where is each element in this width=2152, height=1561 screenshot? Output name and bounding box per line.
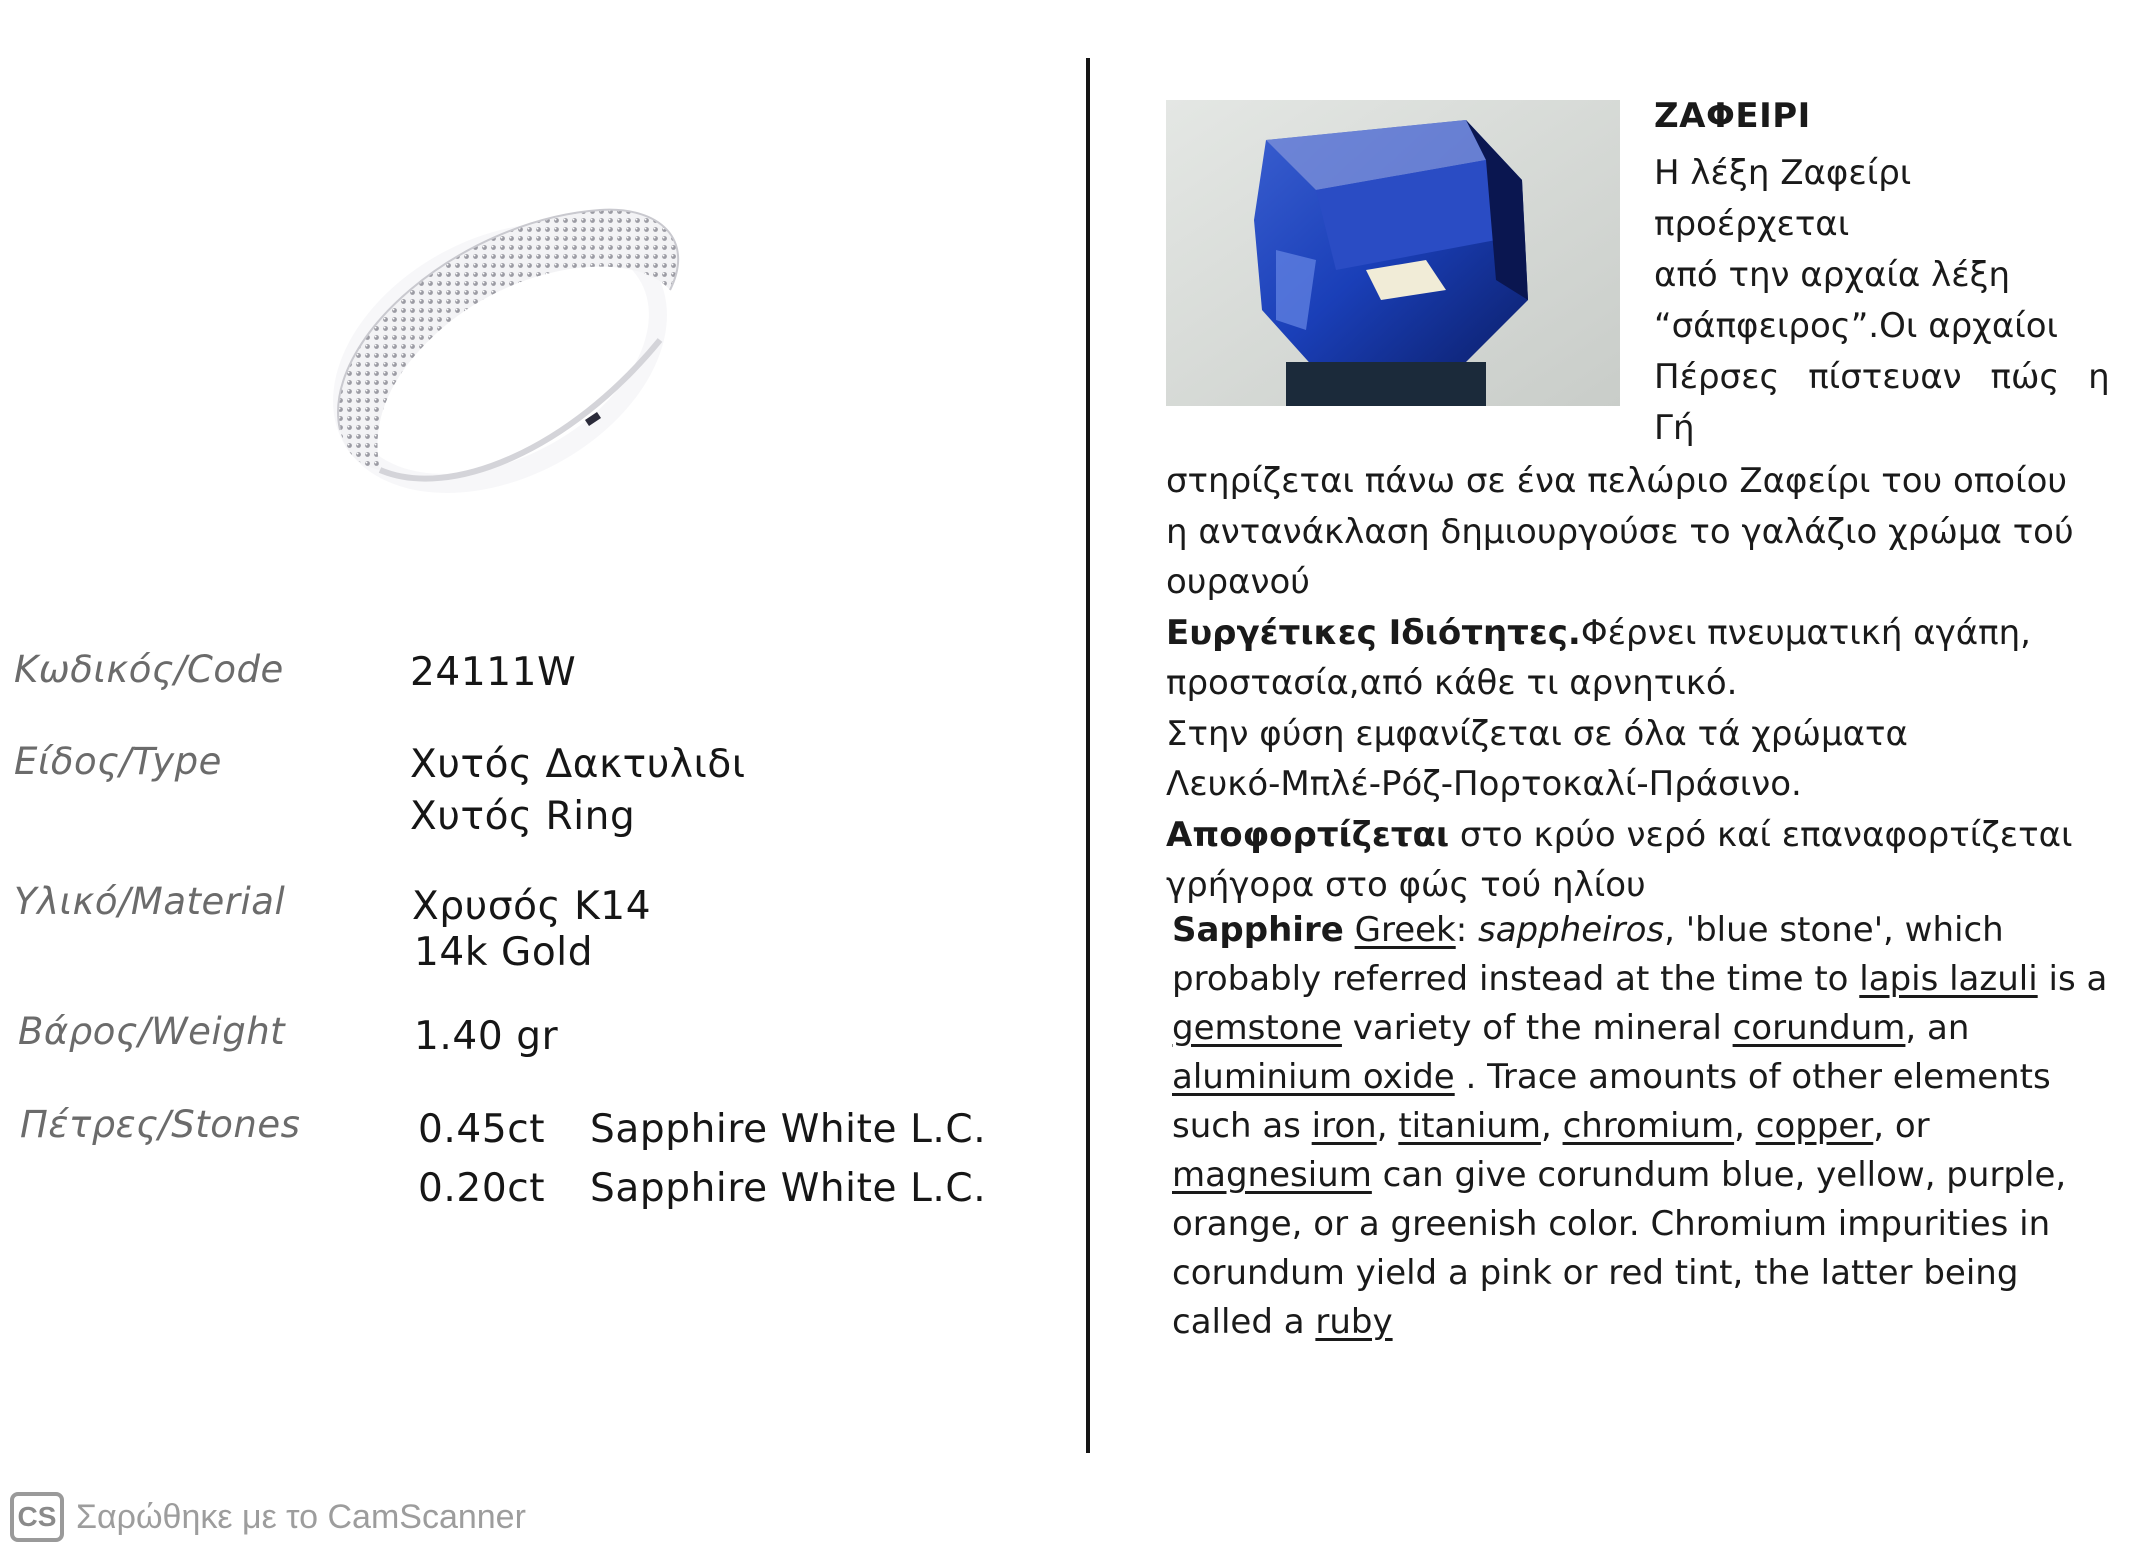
- intro-line: Η λέξη Ζαφείρι: [1654, 153, 1912, 193]
- stone-carat: 0.45ct: [418, 1107, 546, 1152]
- en-text: ,: [1540, 1106, 1563, 1146]
- sapphire-word: Sapphire: [1172, 910, 1344, 950]
- ruby-link[interactable]: ruby: [1315, 1302, 1393, 1342]
- material-value-english: 14k Gold: [414, 930, 594, 975]
- en-text: ,: [1376, 1106, 1399, 1146]
- article-greek-body: [1166, 456, 2106, 911]
- type-value-greek: Χυτός Δακτυλιδι: [410, 742, 746, 787]
- en-line: [1172, 1004, 2112, 1053]
- discharge-text: στο κρύο νερό καί επαναφορτίζεται: [1449, 814, 2073, 855]
- column-divider: [1086, 58, 1090, 1453]
- en-line: [1172, 1053, 2112, 1102]
- material-label: Υλικό/Material: [14, 880, 286, 923]
- chromium-link[interactable]: chromium: [1562, 1106, 1735, 1146]
- benefits-line: [1166, 608, 2106, 659]
- en-text: :: [1455, 910, 1478, 950]
- type-label: Είδος/Type: [14, 740, 222, 783]
- en-text: such as: [1172, 1106, 1312, 1146]
- copper-link[interactable]: copper: [1755, 1106, 1874, 1146]
- en-line: [1172, 1298, 2112, 1347]
- en-line: [1172, 906, 2112, 955]
- discharge-line: [1166, 810, 2106, 861]
- ring-image: [300, 180, 740, 520]
- article-english-body: [1172, 906, 2112, 1347]
- en-text: called a: [1172, 1302, 1316, 1342]
- weight-label: Βάρος/Weight: [18, 1010, 286, 1053]
- benefits-text: προστασία,από κάθε τι αρνητικό.: [1166, 663, 1738, 703]
- aluminium-oxide-link[interactable]: aluminium oxide: [1172, 1057, 1455, 1097]
- discharge-heading: Αποφορτίζεται: [1166, 814, 1450, 855]
- intro-line: από την αρχαία λέξη: [1654, 255, 2011, 295]
- en-line: corundum yield a pink or red tint, the latter being: [1172, 1253, 2019, 1293]
- stone-name: Sapphire White L.C.: [590, 1107, 987, 1152]
- en-text: . Trace amounts of other elements: [1454, 1057, 2051, 1097]
- camscanner-watermark: Σαρώθηκε με το CamScanner: [76, 1498, 526, 1536]
- magnesium-link[interactable]: magnesium: [1172, 1155, 1372, 1195]
- lapis-lazuli-link[interactable]: lapis lazuli: [1859, 959, 2038, 999]
- sapphire-photo: [1166, 100, 1620, 406]
- intro-line: προέρχεται: [1654, 204, 1850, 244]
- sappheiros-word: sappheiros: [1477, 910, 1665, 950]
- greek-line: στηρίζεται πάνω σε ένα πελώριο Ζαφείρι του οποίου: [1166, 461, 2068, 501]
- en-line: [1172, 1151, 2112, 1200]
- type-value-english: Χυτός Ring: [410, 794, 636, 839]
- camscanner-logo: CS: [10, 1492, 64, 1542]
- weight-value: 1.40 gr: [414, 1014, 559, 1059]
- gemstone-link[interactable]: gemstone: [1172, 1008, 1342, 1048]
- en-line: [1172, 955, 2112, 1004]
- article-title: ΖΑΦΕΙΡΙ: [1654, 96, 1811, 136]
- stone-carat: 0.20ct: [418, 1166, 546, 1211]
- code-value: 24111W: [410, 650, 577, 695]
- en-text: ,: [1734, 1106, 1756, 1146]
- greek-link[interactable]: Greek: [1354, 910, 1456, 950]
- en-line: orange, or a greenish color. Chromium impurities in: [1172, 1204, 2051, 1244]
- titanium-link[interactable]: titanium: [1398, 1106, 1541, 1146]
- en-text: , or: [1873, 1106, 1930, 1146]
- en-text: variety of the mineral: [1341, 1008, 1733, 1048]
- stone-name: Sapphire White L.C.: [590, 1166, 987, 1211]
- benefits-heading: Ευργέτικες Ιδιότητες.: [1166, 612, 1581, 653]
- stones-label: Πέτρες/Stones: [20, 1103, 301, 1146]
- en-text: can give corundum blue, yellow, purple,: [1371, 1155, 2067, 1195]
- discharge-text: γρήγορα στο φώς τού ηλίου: [1166, 865, 1646, 905]
- en-text: , 'blue stone', which: [1664, 910, 2004, 950]
- en-text: , an: [1905, 1008, 1970, 1048]
- corundum-link[interactable]: corundum: [1732, 1008, 1906, 1048]
- greek-line: ουρανού: [1166, 562, 1310, 602]
- benefits-text: Φέρνει πνευματική αγάπη,: [1580, 612, 2031, 653]
- iron-link[interactable]: iron: [1311, 1106, 1377, 1146]
- greek-line: η αντανάκλαση δημιουργούσε το γαλάζιο χρώμα τού: [1166, 511, 2074, 552]
- intro-line: Γή: [1654, 408, 1695, 448]
- intro-line: “σάπφειρος”.Οι αρχαίοι: [1654, 306, 2059, 346]
- en-line: [1172, 1102, 2112, 1151]
- code-label: Κωδικός/Code: [14, 648, 284, 691]
- en-text: probably referred instead at the time to: [1172, 959, 1860, 999]
- en-text: is a: [2037, 959, 2108, 999]
- nature-text: Λευκό-Μπλέ-Ρόζ-Πορτοκαλί-Πράσινο.: [1166, 764, 1802, 804]
- article-intro: [1654, 148, 2110, 454]
- nature-text: Στην φύση εμφανίζεται σε όλα τά χρώματα: [1166, 713, 1908, 754]
- intro-line: Πέρσες πίστευαν πώς η: [1654, 357, 2110, 397]
- material-value-greek: Χρυσός Κ14: [412, 884, 652, 929]
